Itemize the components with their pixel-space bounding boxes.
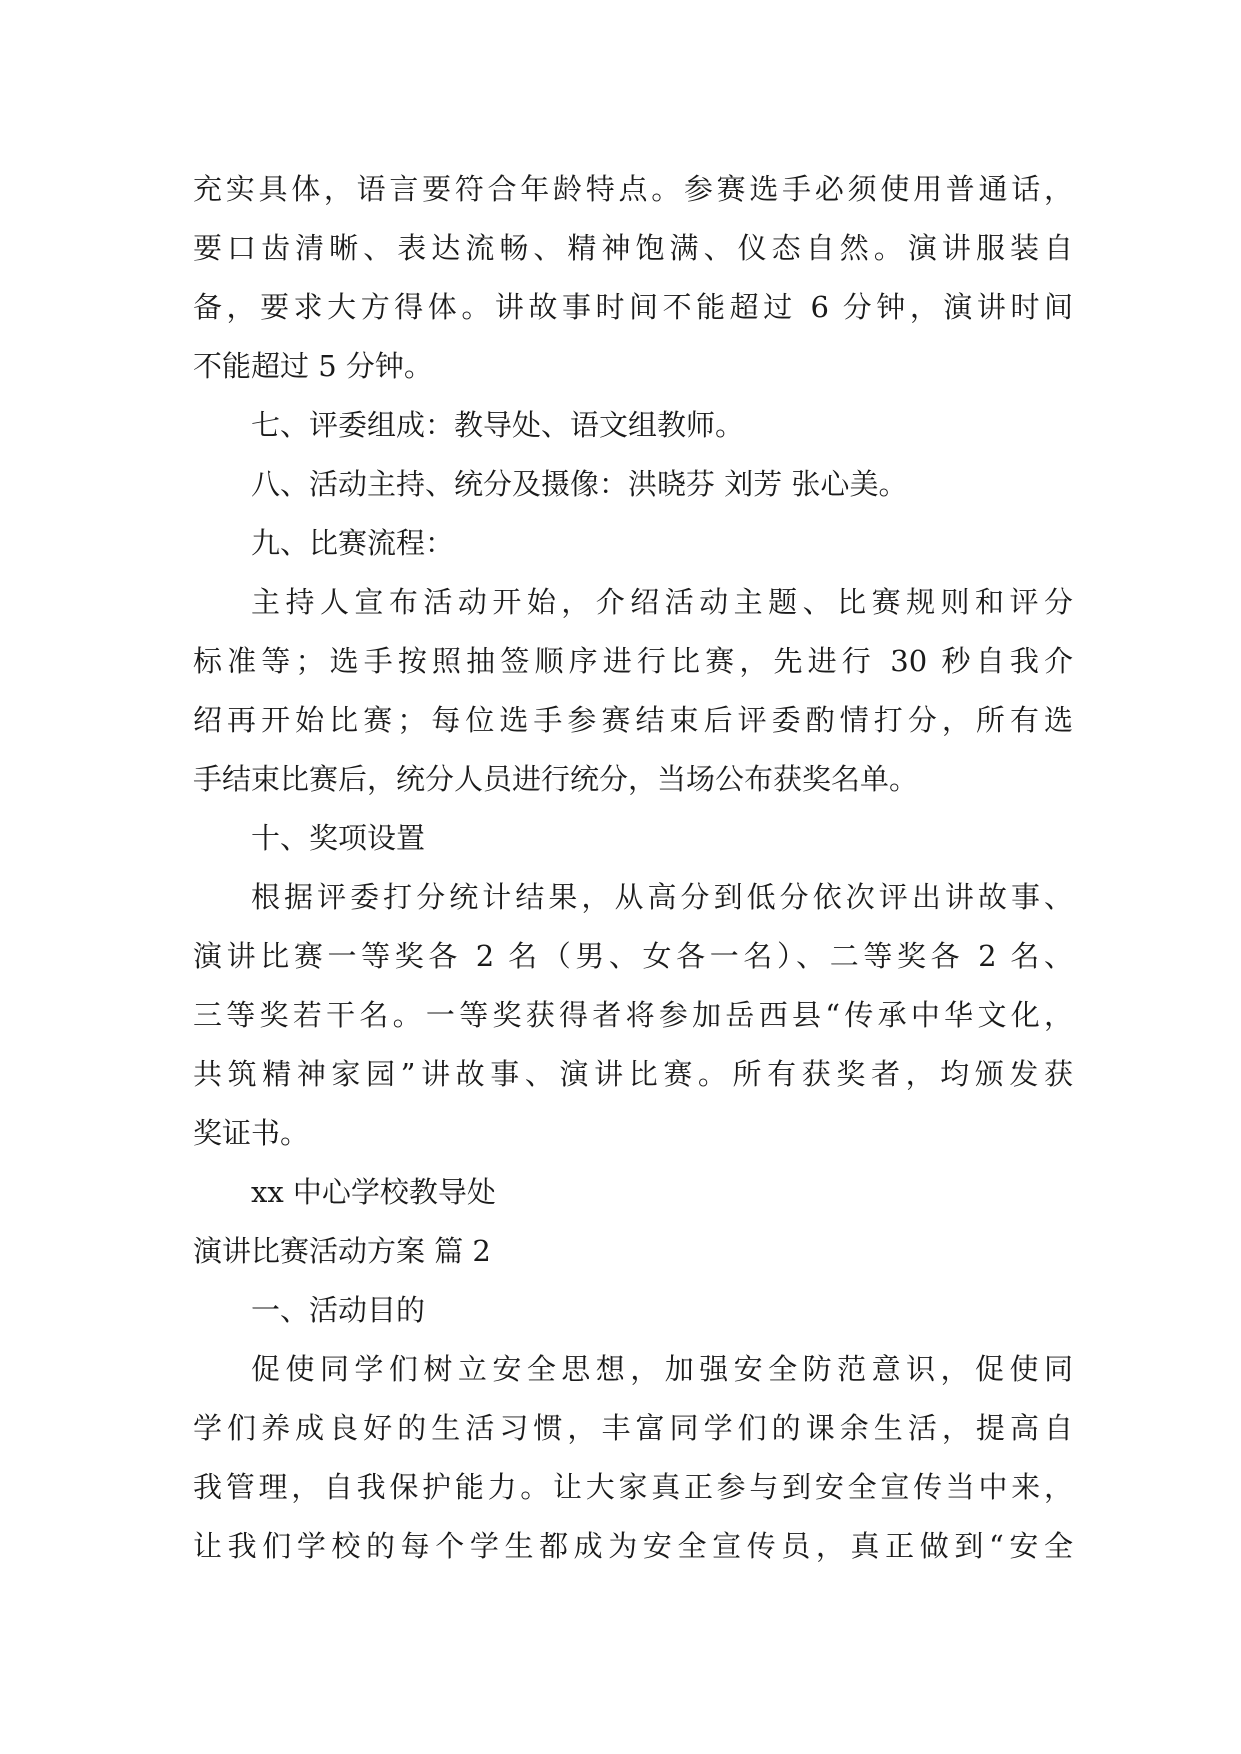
section-heading: 一、活动目的 — [251, 1293, 426, 1327]
text-line: 我管理，自我保护能力。让大家真正参与到安全宣传当中来， — [193, 1470, 1073, 1504]
text-line: 充实具体，语言要符合年龄特点。参赛选手必须使用普通话， — [193, 172, 1073, 206]
document-body — [193, 160, 1073, 1576]
text-line: 备，要求大方得体。讲故事时间不能超过 6 分钟，演讲时间 — [193, 290, 1073, 324]
document-title: 演讲比赛活动方案 篇 2 — [193, 1234, 491, 1268]
text-line: 共筑精神家园”讲故事、演讲比赛。所有获奖者，均颁发获 — [193, 1057, 1073, 1091]
text-line: 手结束比赛后，统分人员进行统分，当场公布获奖名单。 — [193, 762, 919, 796]
section-heading: 八、活动主持、统分及摄像：洪晓芬 刘芳 张心美。 — [251, 467, 908, 501]
text-line: 让我们学校的每个学生都成为安全宣传员，真正做到“安全 — [193, 1529, 1073, 1563]
section-heading: 七、评委组成：教导处、语文组教师。 — [251, 408, 745, 442]
text-line: 三等奖若干名。一等奖获得者将参加岳西县“传承中华文化， — [193, 998, 1073, 1032]
text-line: 学们养成良好的生活习惯，丰富同学们的课余生活，提高自 — [193, 1411, 1073, 1445]
text-line: 不能超过 5 分钟。 — [193, 349, 433, 383]
text-line: 奖证书。 — [193, 1116, 310, 1150]
text-line: 绍再开始比赛；每位选手参赛结束后评委酌情打分，所有选 — [193, 703, 1073, 737]
section-heading: 十、奖项设置 — [251, 821, 426, 855]
signature-line: xx 中心学校教导处 — [251, 1175, 496, 1209]
text-line: 演讲比赛一等奖各 2 名（男、女各一名）、二等奖各 2 名、 — [193, 939, 1073, 973]
text-line: 主持人宣布活动开始，介绍活动主题、比赛规则和评分 — [251, 585, 1073, 619]
text-line: 要口齿清晰、表达流畅、精神饱满、仪态自然。演讲服装自 — [193, 231, 1073, 265]
section-heading: 九、比赛流程： — [251, 526, 455, 560]
text-line: 根据评委打分统计结果，从高分到低分依次评出讲故事、 — [251, 880, 1073, 914]
text-line: 促使同学们树立安全思想，加强安全防范意识，促使同 — [251, 1352, 1073, 1386]
text-line: 标准等；选手按照抽签顺序进行比赛，先进行 30 秒自我介 — [193, 644, 1073, 678]
